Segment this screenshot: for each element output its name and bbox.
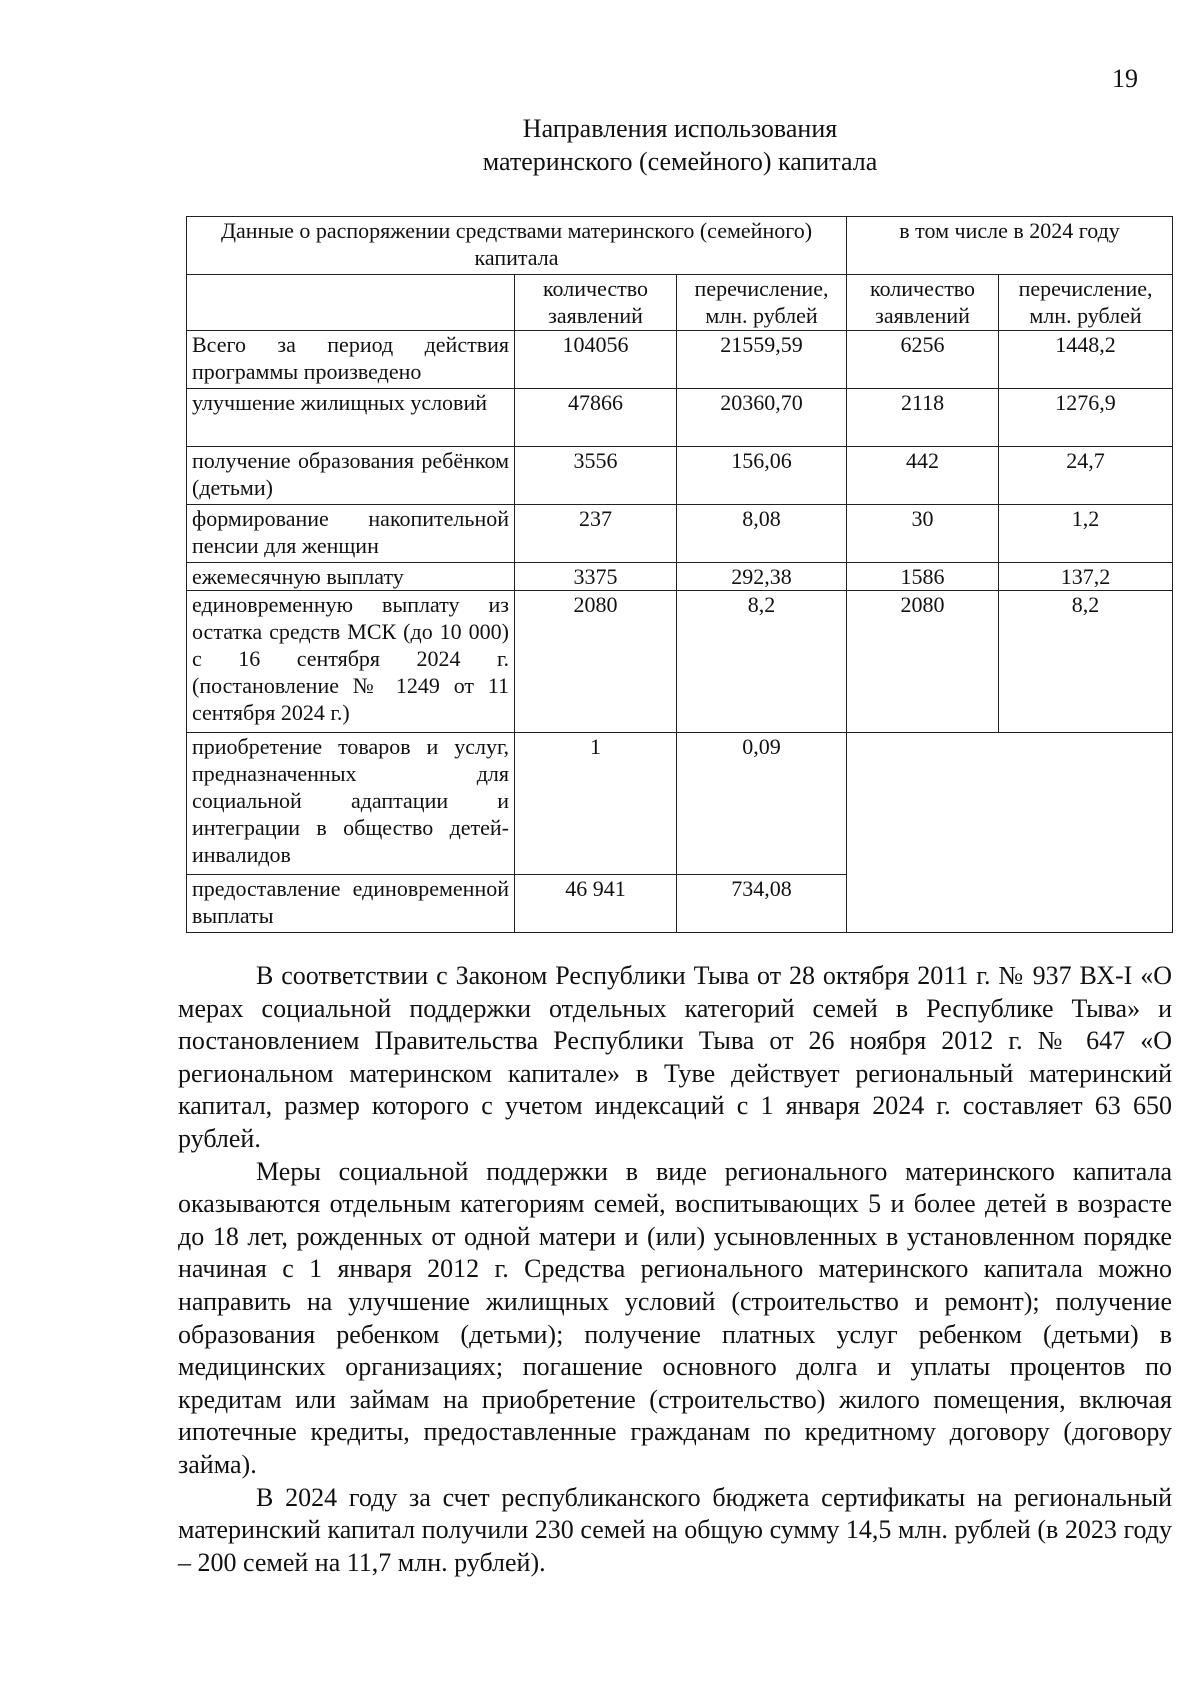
row-sum-total: 8,2 [677, 591, 847, 733]
row-count-2024: 442 [847, 447, 999, 505]
row-sum-2024: 1,2 [999, 505, 1173, 563]
table-row [187, 591, 1173, 733]
row-count-2024: 6256 [847, 331, 999, 389]
row-sum-total: 8,08 [677, 505, 847, 563]
title-line-2: материнского (семейного) капитала [482, 147, 878, 176]
row-label: предоставление единовременной выплаты [187, 875, 515, 933]
table-row [187, 447, 1173, 505]
row-sum-2024: 8,2 [999, 591, 1173, 733]
page-number: 19 [1112, 64, 1138, 93]
table-subheader-row [187, 275, 1173, 331]
row-sum-total: 21559,59 [677, 331, 847, 389]
row-count-total: 47866 [515, 389, 677, 447]
row-sum-total: 734,08 [677, 875, 847, 933]
row-sum-total: 292,38 [677, 563, 847, 591]
row-count-total: 2080 [515, 591, 677, 733]
row-label: ежемесячную выплату [187, 563, 515, 591]
row-count-total: 237 [515, 505, 677, 563]
row-count-2024: 1586 [847, 563, 999, 591]
row-label: формирование накопительной пенсии для женщин [187, 505, 515, 563]
paragraph: В соответствии с Законом Республики Тыва от 28 октября 2011 г. № 937 ВХ-I «О мерах социальной поддержки отдельных категорий семей в Республике Тыва» и постановлением Правительства Республики Тыва от 26 ноября 2012 г. № 647 «О региональном материнском капитале» в Туве действует региональный материнский капитал, размер которого с учетом индексаций с 1 января 2024 г. составляет 63 650 рублей. [178, 961, 1172, 1153]
subheader-count-total: количество заявлений [515, 275, 677, 331]
row-count-2024: 2080 [847, 591, 999, 733]
subheader-count-2024: количество заявлений [847, 275, 999, 331]
row-sum-total: 20360,70 [677, 389, 847, 447]
table-row [187, 331, 1173, 389]
header-2024: в том числе в 2024 году [847, 217, 1173, 275]
capital-usage-table [186, 216, 1173, 933]
row-label: получение образования ребёнком (детьми) [187, 447, 515, 505]
table-row [187, 563, 1173, 591]
header-total-period: Данные о распоряжении средствами материнского (семейного) капитала [187, 217, 847, 275]
row-count-total: 104056 [515, 331, 677, 389]
table-header-row [187, 217, 1173, 275]
table-row [187, 733, 1173, 875]
body-text [178, 960, 1172, 1579]
merged-empty-cell [847, 733, 1173, 933]
row-sum-total: 156,06 [677, 447, 847, 505]
row-count-total: 3375 [515, 563, 677, 591]
row-count-2024: 30 [847, 505, 999, 563]
table-row [187, 505, 1173, 563]
row-label: Всего за период действия программы произведено [187, 331, 515, 389]
row-label: улучшение жилищных условий [187, 389, 515, 447]
row-count-total: 3556 [515, 447, 677, 505]
row-sum-2024: 24,7 [999, 447, 1173, 505]
row-count-total: 46 941 [515, 875, 677, 933]
row-sum-2024: 137,2 [999, 563, 1173, 591]
subheader-transfer-2024: перечисление, млн. рублей [999, 275, 1173, 331]
row-label: единовременную выплату из остатка средств МСК (до 10 000) с 16 сентября 2024 г. (постановление № 1249 от 11 сентября 2024 г.) [187, 591, 515, 733]
row-label: приобретение товаров и услуг, предназначенных для социальной адаптации и интеграции в общество детей-инвалидов [187, 733, 515, 875]
subheader-empty [187, 275, 515, 331]
paragraph: В 2024 году за счет республиканского бюджета сертификаты на региональный материнский капитал получили 230 семей на общую сумму 14,5 млн. рублей (в 2023 году – 200 семей на 11,7 млн. рублей). [178, 1482, 1172, 1577]
row-sum-total: 0,09 [677, 733, 847, 875]
row-sum-2024: 1448,2 [999, 331, 1173, 389]
row-count-total: 1 [515, 733, 677, 875]
row-count-2024: 2118 [847, 389, 999, 447]
row-sum-2024: 1276,9 [999, 389, 1173, 447]
subheader-transfer-total: перечисление, млн. рублей [677, 275, 847, 331]
title-line-1: Направления использования [522, 114, 838, 143]
page-title [300, 112, 1060, 178]
paragraph: Меры социальной поддержки в виде регионального материнского капитала оказываются отдельным категориям семей, воспитывающих 5 и более детей в возрасте до 18 лет, рожденных от одной матери и (или) усыновленных в установленном порядке начиная с 1 января 2012 г. Средства регионального материнского капитала можно направить на улучшение жилищных условий (строительство и ремонт); получение образования ребенком (детьми); получение платных услуг ребенком (детьми) в медицинских организациях; погашение основного долга и уплаты процентов по кредитам или займам на приобретение (строительство) жилого помещения, включая ипотечные кредиты, предоставленные гражданам по кредитному договору (договору займа). [178, 1156, 1172, 1479]
table-row [187, 389, 1173, 447]
